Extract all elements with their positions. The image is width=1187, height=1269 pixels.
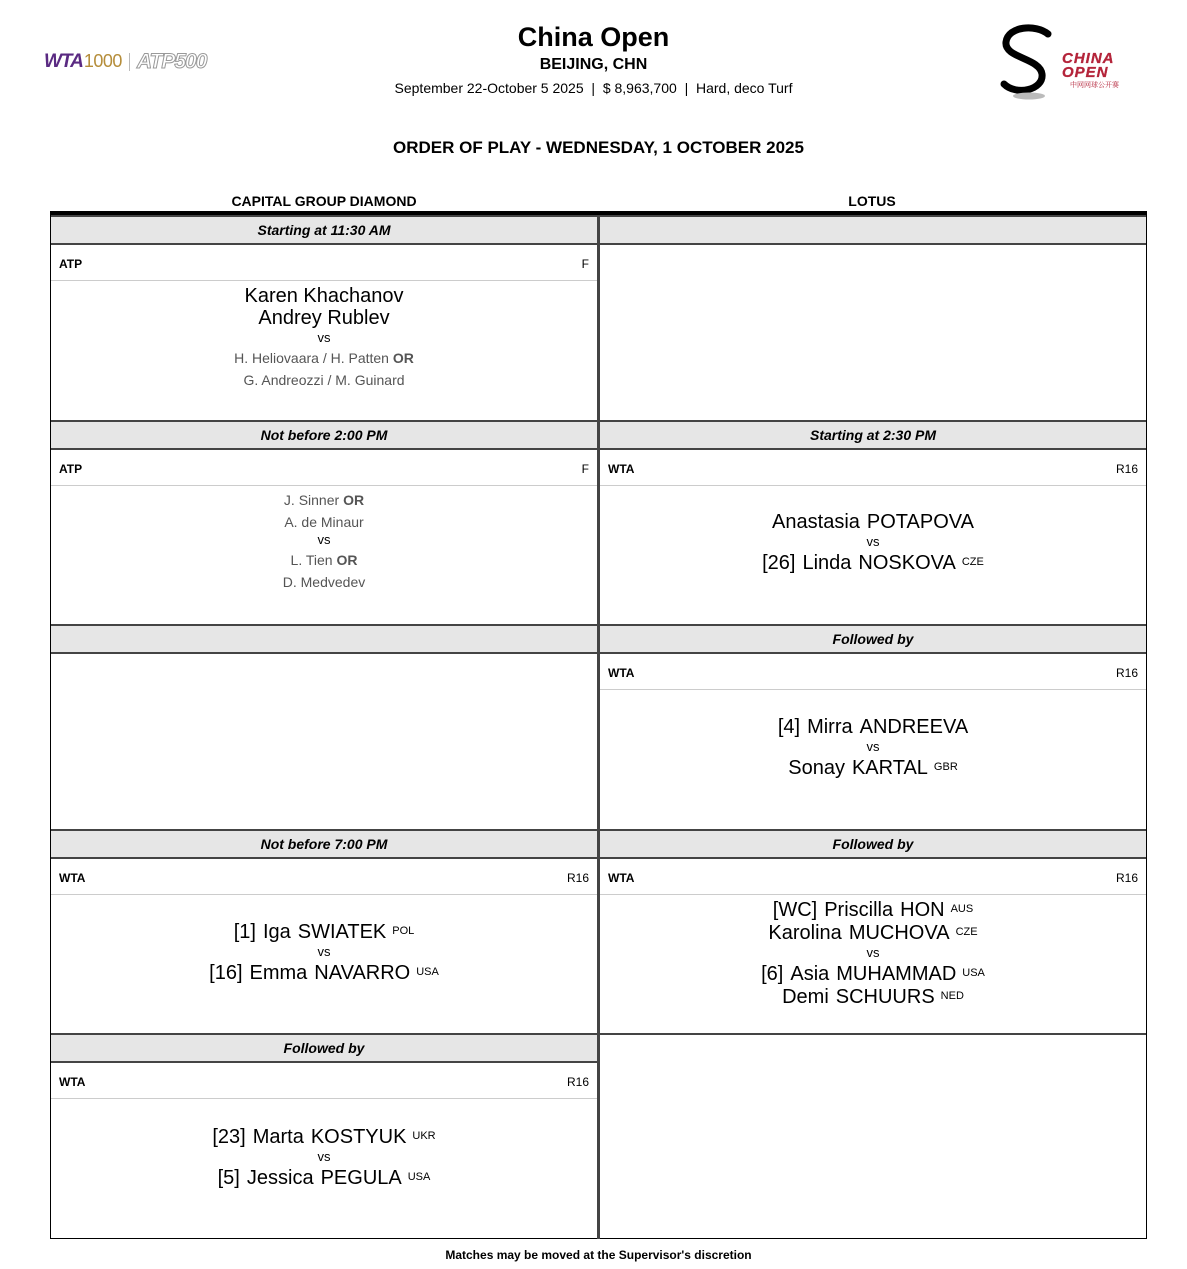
atp-500-logo: ATP500: [136, 50, 207, 73]
time-bar: Followed by: [600, 829, 1146, 859]
time-bar: Not before 7:00 PM: [51, 829, 597, 859]
empty-time-bar: [600, 215, 1146, 245]
row-divider: [600, 1033, 1146, 1035]
tour-row: ATP F: [51, 452, 597, 486]
order-of-play-title: ORDER OF PLAY - WEDNESDAY, 1 OCTOBER 2025: [393, 138, 804, 157]
court-name-left: CAPITAL GROUP DIAMOND: [231, 193, 417, 209]
time-bar: Starting at 2:30 PM: [600, 420, 1146, 450]
china-open-s-icon: [996, 24, 1066, 102]
time-bar: Followed by: [600, 624, 1146, 654]
match-card: [4] Mirra ANDREEVA vs Sonay KARTAL $^{GBR}$: [777, 716, 969, 779]
tour-row: WTA R16: [600, 452, 1146, 486]
match-card: Anastasia POTAPOVA vs [26] Linda NOSKOVA $^{CZE}$: [762, 511, 984, 574]
match-card: Karen Khachanov Andrey Rublev vs H. Heliovaara / H. Patten OR G. Andreozzi / M. Guinard: [234, 285, 414, 388]
footer-note: Matches may be moved at the Supervisor's discretion: [445, 1248, 752, 1262]
court-name-right: LOTUS: [848, 193, 896, 209]
tour-row: WTA R16: [600, 861, 1146, 895]
china-open-wordmark: CHINA OPEN: [1062, 50, 1114, 81]
china-open-logo: [996, 24, 1126, 102]
time-bar: Followed by: [51, 1033, 597, 1063]
match-card: [1] Iga SWIATEK $^{POL}$ vs [16] Emma NAVARRO $^{USA}$: [209, 921, 439, 984]
match-card: J. Sinner OR A. de Minaur vs L. Tien OR D. Medvedev: [282, 492, 366, 590]
tour-row: WTA R16: [51, 861, 597, 895]
match-card: [WC] Priscilla HON $^{AUS}$ Karolina MUCHOVA $^{CZE}$ vs [6] Asia MUHAMMAD $^{USA}$ Demi SCHUURS $^{NED}$: [761, 899, 985, 1008]
china-open-subtitle: 中网网球公开赛: [1070, 82, 1119, 89]
match-card: [23] Marta KOSTYUK $^{UKR}$ vs [5] Jessica PEGULA $^{USA}$: [212, 1126, 436, 1189]
tournament-title: China Open: [517, 22, 670, 52]
tour-row: ATP F: [51, 247, 597, 281]
tournament-city: BEIJING, CHN: [539, 56, 648, 73]
empty-time-bar: [51, 624, 597, 654]
tour-row: WTA R16: [600, 656, 1146, 690]
wta-1000-logo: WTA 1000: [44, 51, 122, 72]
time-bar: Not before 2:00 PM: [51, 420, 597, 450]
tour-row: WTA R16: [51, 1065, 597, 1099]
time-bar: Starting at 11:30 AM: [51, 215, 597, 245]
tournament-details: September 22-October 5 2025 | $ 8,963,700 | Hard, deco Turf: [394, 80, 793, 96]
